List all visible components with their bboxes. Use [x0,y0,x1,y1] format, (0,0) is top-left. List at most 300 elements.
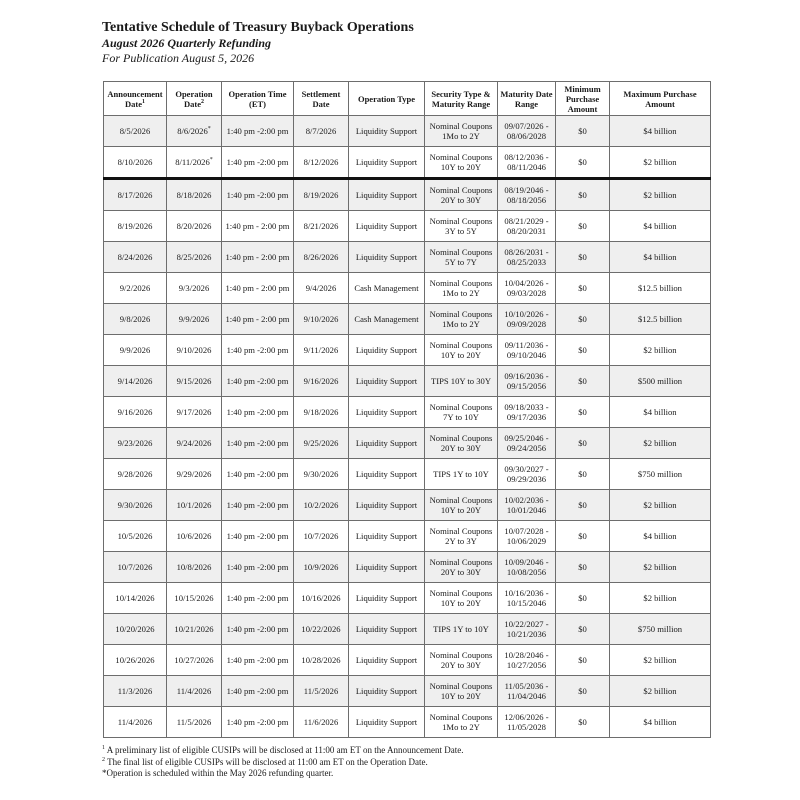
operation-time-cell [222,552,294,583]
operation-type: Liquidity Support [355,530,418,541]
maturity-end: 08/06/2028 [506,131,547,141]
security-cell [425,335,498,366]
maximum-amount: $4 billion [643,530,677,541]
column-header [425,82,498,116]
operation-footnote-mark: * [209,156,213,163]
announcement-date: 8/5/2026 [119,125,151,136]
maturity-end: 09/03/2028 [506,288,547,298]
column-header-label: Security Type & Maturity Range [431,88,491,109]
maturity-range: 20Y to 30Y [440,195,482,205]
operation-date-cell [167,116,222,147]
announcement-date-cell [104,490,167,521]
footnote-marker: 1 [142,98,145,105]
operation-type-cell [349,116,425,147]
operation-type: Liquidity Support [355,406,418,417]
maturity-range: 20Y to 30Y [440,567,482,577]
minimum-amount: $0 [578,437,587,448]
operation-date: 8/20/2026 [176,220,212,231]
operation-type-cell [349,552,425,583]
operation-time: 1:40 pm -2:00 pm [226,437,289,448]
operation-time-cell [222,614,294,645]
announcement-date: 11/4/2026 [117,716,153,727]
operation-date-cell [167,645,222,676]
announcement-date: 9/28/2026 [117,468,153,479]
operation-time-cell [222,147,294,179]
footnote-text: The final list of eligible CUSIPs will be disclosed at 11:00 am ET on the Operation Date. [105,756,428,767]
maturity-range: 1Mo to 2Y [442,131,480,141]
operation-time-cell [222,211,294,242]
settlement-date-cell [294,366,349,397]
security-cell [425,116,498,147]
header-row [104,82,711,116]
minimum-amount-cell [556,211,610,242]
minimum-amount-cell [556,366,610,397]
minimum-amount-cell [556,428,610,459]
security-cell [425,242,498,273]
operation-time: 1:40 pm -2:00 pm [226,716,289,727]
table-row [104,521,711,552]
maximum-amount: $4 billion [643,220,677,231]
operation-date: 8/25/2026 [176,251,212,262]
maximum-amount-cell [610,273,711,304]
operation-time: 1:40 pm -2:00 pm [226,375,289,386]
security-cell [425,147,498,179]
security-cell [425,583,498,614]
maturity-range: 10Y to 20Y [440,598,482,608]
settlement-date-cell [294,521,349,552]
maximum-amount: $4 billion [643,125,677,136]
maturity-start: 10/28/2046 - [504,649,549,660]
operation-date-cell [167,335,222,366]
maturity-start: 09/07/2026 - [504,120,549,131]
maturity-range: 20Y to 30Y [440,660,482,670]
minimum-amount-cell [556,614,610,645]
minimum-amount: $0 [578,592,587,603]
minimum-amount: $0 [578,313,587,324]
column-header [498,82,556,116]
table-row [104,242,711,273]
minimum-amount-cell [556,242,610,273]
operation-date-cell [167,490,222,521]
operation-date-cell [167,459,222,490]
minimum-amount: $0 [578,282,587,293]
column-header [556,82,610,116]
announcement-date: 10/7/2026 [117,561,153,572]
announcement-date: 10/14/2026 [115,592,155,603]
announcement-date: 10/26/2026 [115,654,155,665]
maturity-start: 09/16/2036 - [504,370,549,381]
settlement-date-cell [294,147,349,179]
settlement-date: 10/7/2026 [303,530,339,541]
operation-type: Liquidity Support [355,189,418,200]
operation-time: 1:40 pm -2:00 pm [226,125,289,136]
maturity-date-cell [498,304,556,335]
security-cell [425,397,498,428]
column-header [104,82,167,116]
minimum-amount-cell [556,397,610,428]
column-header [610,82,711,116]
maximum-amount-cell [610,552,711,583]
maximum-amount: $2 billion [643,156,677,167]
maturity-start: 08/21/2029 - [504,215,549,226]
announcement-date-cell [104,645,167,676]
operation-type: Liquidity Support [355,125,418,136]
operation-time-cell [222,242,294,273]
maturity-date-cell [498,242,556,273]
settlement-date-cell [294,242,349,273]
operation-type: Liquidity Support [355,375,418,386]
operation-type-cell [349,521,425,552]
maximum-amount: $2 billion [643,592,677,603]
announcement-date-cell [104,273,167,304]
column-header-label: Operation Time (ET) [228,88,287,109]
operation-date: 10/21/2026 [174,623,214,634]
maximum-amount-cell [610,242,711,273]
maturity-date-cell [498,614,556,645]
minimum-amount-cell [556,552,610,583]
footnote-marker: 2 [201,98,204,105]
security-cell [425,459,498,490]
maturity-date-cell [498,273,556,304]
announcement-date: 8/17/2026 [117,189,153,200]
buyback-schedule-table [103,81,711,738]
maturity-date-cell [498,179,556,211]
table-row [104,490,711,521]
maturity-end: 09/15/2056 [506,381,547,391]
settlement-date: 11/6/2026 [303,716,339,727]
maturity-date-cell [498,459,556,490]
footnote-text: *Operation is scheduled within the May 2026 refunding quarter. [102,768,334,778]
operation-date-cell [167,304,222,335]
announcement-date-cell [104,304,167,335]
maximum-amount-cell [610,335,711,366]
maturity-start: 11/05/2036 - [504,680,549,691]
maximum-amount-cell [610,490,711,521]
footnotes [102,745,722,780]
announcement-date-cell [104,614,167,645]
table-row [104,335,711,366]
operation-date: 9/24/2026 [176,437,212,448]
operation-type: Liquidity Support [355,344,418,355]
operation-type: Liquidity Support [355,623,418,634]
operation-type: Liquidity Support [355,156,418,167]
operation-type-cell [349,428,425,459]
operation-time-cell [222,645,294,676]
operation-time: 1:40 pm - 2:00 pm [225,313,290,324]
minimum-amount: $0 [578,406,587,417]
column-header-label: Operation Type [357,93,416,104]
footnote-marker: 1 [102,745,105,751]
maturity-end: 10/08/2056 [506,567,547,577]
table-row [104,116,711,147]
column-header-label: Maturity Date Range [500,88,553,109]
maturity-date-cell [498,583,556,614]
operation-time-cell [222,116,294,147]
operation-date: 8/18/2026 [176,189,212,200]
operation-type: Liquidity Support [355,437,418,448]
settlement-date: 8/26/2026 [303,251,339,262]
minimum-amount: $0 [578,530,587,541]
maturity-range: 20Y to 30Y [440,443,482,453]
security-cell [425,552,498,583]
maturity-end: 10/21/2036 [506,629,547,639]
minimum-amount: $0 [578,220,587,231]
maximum-amount-cell [610,583,711,614]
minimum-amount: $0 [578,685,587,696]
operation-date: 10/15/2026 [174,592,214,603]
operation-type-cell [349,614,425,645]
maturity-date-cell [498,397,556,428]
security-type: Nominal Coupons [429,339,493,350]
maturity-start: 08/12/2036 - [504,151,549,162]
operation-date: 11/4/2026 [176,685,212,696]
maturity-range: 10Y to 20Y [440,691,482,701]
settlement-date-cell [294,397,349,428]
operation-time-cell [222,304,294,335]
operation-type: Liquidity Support [355,220,418,231]
security-cell [425,490,498,521]
maturity-start: 09/30/2027 - [504,463,549,474]
maximum-amount-cell [610,645,711,676]
operation-time-cell [222,335,294,366]
maturity-range: 10Y to 20Y [440,350,482,360]
settlement-date: 9/4/2026 [305,282,337,293]
settlement-date: 11/5/2026 [303,685,339,696]
operation-date: 10/27/2026 [174,654,214,665]
operation-type-cell [349,304,425,335]
maturity-end: 10/27/2056 [506,660,547,670]
minimum-amount-cell [556,273,610,304]
table-row [104,397,711,428]
operation-time-cell [222,273,294,304]
operation-type-cell [349,211,425,242]
operation-time: 1:40 pm - 2:00 pm [225,251,290,262]
announcement-date-cell [104,707,167,738]
maximum-amount-cell [610,707,711,738]
operation-type-cell [349,645,425,676]
settlement-date: 10/28/2026 [301,654,341,665]
announcement-date: 9/16/2026 [117,406,153,417]
operation-type-cell [349,335,425,366]
minimum-amount: $0 [578,468,587,479]
maturity-start: 10/09/2046 - [504,556,549,567]
table-row [104,428,711,459]
security-cell [425,304,498,335]
maturity-start: 10/07/2028 - [504,525,549,536]
minimum-amount: $0 [578,499,587,510]
security-type: Nominal Coupons [429,215,493,226]
settlement-date-cell [294,707,349,738]
operation-time: 1:40 pm -2:00 pm [226,561,289,572]
operation-time-cell [222,397,294,428]
maximum-amount-cell [610,366,711,397]
security-type: TIPS 1Y to 10Y [433,623,489,634]
operation-type-cell [349,179,425,211]
column-header-label: Operation Date [175,88,213,109]
settlement-date: 8/21/2026 [303,220,339,231]
maturity-end: 08/11/2046 [507,162,546,172]
security-cell [425,676,498,707]
operation-time: 1:40 pm -2:00 pm [226,344,289,355]
minimum-amount: $0 [578,561,587,572]
operation-type-cell [349,707,425,738]
operation-footnote-mark: * [207,125,211,132]
settlement-date-cell [294,459,349,490]
table-row [104,614,711,645]
maturity-start: 10/02/2036 - [504,494,549,505]
announcement-date: 8/24/2026 [117,251,153,262]
maximum-amount: $2 billion [643,654,677,665]
announcement-date-cell [104,366,167,397]
settlement-date: 10/22/2026 [301,623,341,634]
settlement-date: 9/18/2026 [303,406,339,417]
operation-date-cell [167,273,222,304]
maximum-amount-cell [610,147,711,179]
announcement-date: 8/19/2026 [117,220,153,231]
maturity-date-cell [498,335,556,366]
maturity-range: 1Mo to 2Y [442,288,480,298]
maturity-end: 11/04/2046 [507,691,546,701]
maturity-range: 5Y to 7Y [445,257,477,267]
operation-date: 10/1/2026 [176,499,212,510]
announcement-date-cell [104,116,167,147]
operation-type-cell [349,397,425,428]
minimum-amount-cell [556,676,610,707]
operation-time-cell [222,490,294,521]
settlement-date-cell [294,645,349,676]
security-type: Nominal Coupons [429,494,493,505]
operation-time-cell [222,676,294,707]
maturity-date-cell [498,521,556,552]
maximum-amount: $2 billion [643,344,677,355]
maturity-date-cell [498,116,556,147]
maximum-amount-cell [610,428,711,459]
minimum-amount: $0 [578,156,587,167]
operation-type: Cash Management [354,313,419,324]
settlement-date-cell [294,614,349,645]
operation-time: 1:40 pm - 2:00 pm [225,220,290,231]
announcement-date: 10/20/2026 [115,623,155,634]
operation-time: 1:40 pm -2:00 pm [226,592,289,603]
table-row [104,707,711,738]
security-type: Nominal Coupons [429,680,493,691]
maximum-amount: $2 billion [643,437,677,448]
maturity-date-cell [498,676,556,707]
security-type: Nominal Coupons [429,120,493,131]
maturity-end: 09/24/2056 [506,443,547,453]
settlement-date-cell [294,335,349,366]
operation-date: 9/29/2026 [176,468,212,479]
operation-type: Liquidity Support [355,561,418,572]
maximum-amount-cell [610,179,711,211]
table-body [104,116,711,738]
settlement-date-cell [294,676,349,707]
announcement-date-cell [104,397,167,428]
settlement-date-cell [294,116,349,147]
security-type: Nominal Coupons [429,556,493,567]
announcement-date: 10/5/2026 [117,530,153,541]
maximum-amount: $500 million [637,375,683,386]
maturity-end: 09/29/2036 [506,474,547,484]
announcement-date-cell [104,211,167,242]
operation-type-cell [349,366,425,397]
operation-time: 1:40 pm -2:00 pm [226,156,289,167]
security-cell [425,645,498,676]
document-subtitle: August 2026 Quarterly Refunding [102,36,272,50]
security-cell [425,179,498,211]
maturity-end: 08/25/2033 [506,257,547,267]
publication-date: For Publication August 5, 2026 [102,51,255,65]
table-header [104,82,711,116]
maturity-start: 10/22/2027 - [504,618,549,629]
minimum-amount-cell [556,490,610,521]
maturity-start: 10/16/2036 - [504,587,549,598]
operation-date-cell [167,147,222,179]
operation-date: 10/6/2026 [176,530,212,541]
maturity-range: 1Mo to 2Y [442,319,480,329]
maximum-amount-cell [610,211,711,242]
announcement-date-cell [104,242,167,273]
maximum-amount: $4 billion [643,251,677,262]
security-type: Nominal Coupons [429,649,493,660]
minimum-amount-cell [556,707,610,738]
announcement-date: 9/14/2026 [117,375,153,386]
operation-date-cell [167,676,222,707]
announcement-date: 11/3/2026 [117,685,153,696]
security-cell [425,211,498,242]
maturity-date-cell [498,211,556,242]
document-title: Tentative Schedule of Treasury Buyback Operations [102,20,414,35]
security-type: Nominal Coupons [429,151,493,162]
maturity-range: 3Y to 5Y [445,226,477,236]
operation-date: 11/5/2026 [176,716,212,727]
operation-type-cell [349,273,425,304]
operation-date: 9/17/2026 [176,406,212,417]
minimum-amount-cell [556,179,610,211]
settlement-date: 8/12/2026 [303,156,339,167]
maturity-end: 09/17/2036 [506,412,547,422]
maturity-range: 10Y to 20Y [440,162,482,172]
operation-type-cell [349,490,425,521]
settlement-date-cell [294,273,349,304]
maximum-amount: $2 billion [643,499,677,510]
minimum-amount-cell [556,304,610,335]
maximum-amount: $2 billion [643,189,677,200]
announcement-date-cell [104,552,167,583]
announcement-date: 8/10/2026 [117,156,153,167]
minimum-amount: $0 [578,654,587,665]
announcement-date-cell [104,521,167,552]
maximum-amount-cell [610,397,711,428]
footnote [102,757,722,769]
security-type: Nominal Coupons [429,246,493,257]
security-type: Nominal Coupons [429,432,493,443]
maturity-start: 10/04/2026 - [504,277,549,288]
maturity-date-cell [498,428,556,459]
maturity-start: 09/18/2033 - [504,401,549,412]
maturity-end: 08/20/2031 [506,226,547,236]
maturity-start: 08/19/2046 - [504,184,549,195]
table-row [104,459,711,490]
operation-type: Liquidity Support [355,468,418,479]
security-type: Nominal Coupons [429,587,493,598]
announcement-date-cell [104,428,167,459]
maximum-amount-cell [610,116,711,147]
operation-date: 9/3/2026 [178,282,210,293]
maturity-date-cell [498,366,556,397]
maturity-start: 09/25/2046 - [504,432,549,443]
operation-date: 8/6/2026 [177,125,208,136]
